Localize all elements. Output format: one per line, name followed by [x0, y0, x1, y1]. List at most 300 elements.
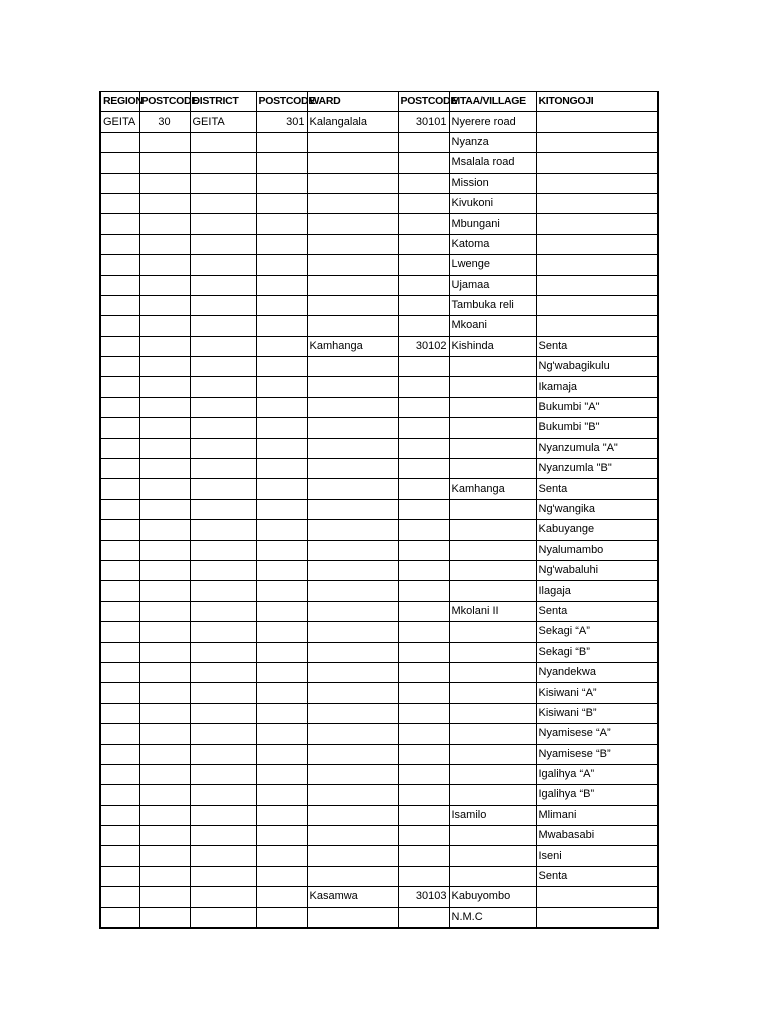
header-ward-postcode: POSTCODE	[398, 92, 449, 112]
table-row	[100, 540, 658, 560]
cell-region-postcode	[139, 499, 190, 519]
table-row	[100, 887, 658, 907]
table-row	[100, 764, 658, 784]
cell-ward	[307, 683, 398, 703]
cell-district-postcode	[256, 479, 307, 499]
cell-kitongoji	[536, 275, 658, 295]
cell-region	[100, 622, 139, 642]
cell-region-postcode	[139, 255, 190, 275]
table-row	[100, 907, 658, 928]
table-row	[100, 316, 658, 336]
cell-district	[190, 540, 256, 560]
cell-district	[190, 642, 256, 662]
cell-village: Mkoani	[449, 316, 536, 336]
cell-region-postcode	[139, 724, 190, 744]
cell-district	[190, 275, 256, 295]
cell-ward	[307, 479, 398, 499]
table-row	[100, 703, 658, 723]
header-district: DISTRICT	[190, 92, 256, 112]
cell-ward-postcode	[398, 255, 449, 275]
cell-region-postcode	[139, 683, 190, 703]
cell-kitongoji: Ng'wabaluhi	[536, 560, 658, 580]
cell-village: N.M.C	[449, 907, 536, 928]
cell-village	[449, 703, 536, 723]
cell-region	[100, 316, 139, 336]
cell-village: Nyerere road	[449, 112, 536, 132]
cell-village: Kamhanga	[449, 479, 536, 499]
cell-village	[449, 744, 536, 764]
cell-region	[100, 826, 139, 846]
cell-district	[190, 479, 256, 499]
cell-ward	[307, 805, 398, 825]
cell-region	[100, 173, 139, 193]
cell-ward-postcode: 30102	[398, 336, 449, 356]
cell-village	[449, 826, 536, 846]
table-row	[100, 642, 658, 662]
cell-region-postcode	[139, 214, 190, 234]
table-row	[100, 357, 658, 377]
cell-region	[100, 703, 139, 723]
cell-district	[190, 173, 256, 193]
cell-kitongoji: Senta	[536, 479, 658, 499]
cell-ward-postcode	[398, 418, 449, 438]
cell-ward	[307, 214, 398, 234]
cell-district	[190, 826, 256, 846]
cell-region-postcode	[139, 846, 190, 866]
cell-ward-postcode	[398, 560, 449, 580]
cell-district	[190, 887, 256, 907]
cell-district-postcode	[256, 377, 307, 397]
cell-district-postcode	[256, 214, 307, 234]
cell-region	[100, 560, 139, 580]
cell-region-postcode	[139, 520, 190, 540]
cell-ward	[307, 540, 398, 560]
cell-kitongoji: Ng'wangika	[536, 499, 658, 519]
cell-region-postcode	[139, 642, 190, 662]
cell-kitongoji: Ikamaja	[536, 377, 658, 397]
cell-district-postcode	[256, 193, 307, 213]
cell-village	[449, 662, 536, 682]
cell-district-postcode: 301	[256, 112, 307, 132]
cell-district	[190, 459, 256, 479]
cell-kitongoji	[536, 112, 658, 132]
cell-ward	[307, 560, 398, 580]
cell-ward	[307, 438, 398, 458]
cell-region-postcode	[139, 173, 190, 193]
cell-region-postcode	[139, 438, 190, 458]
cell-village: Msalala road	[449, 153, 536, 173]
cell-village	[449, 520, 536, 540]
cell-ward-postcode	[398, 275, 449, 295]
cell-region-postcode	[139, 377, 190, 397]
table-row	[100, 234, 658, 254]
spreadsheet-page	[99, 91, 659, 929]
cell-village	[449, 377, 536, 397]
cell-district-postcode	[256, 703, 307, 723]
cell-district-postcode	[256, 540, 307, 560]
table-row	[100, 785, 658, 805]
cell-district	[190, 622, 256, 642]
cell-ward-postcode	[398, 622, 449, 642]
header-region-postcode: POSTCODE	[139, 92, 190, 112]
cell-region	[100, 846, 139, 866]
cell-kitongoji	[536, 214, 658, 234]
cell-region	[100, 683, 139, 703]
cell-region-postcode	[139, 744, 190, 764]
cell-region	[100, 642, 139, 662]
cell-kitongoji	[536, 193, 658, 213]
cell-district	[190, 316, 256, 336]
cell-kitongoji: Mlimani	[536, 805, 658, 825]
table-row	[100, 193, 658, 213]
cell-region	[100, 132, 139, 152]
cell-district-postcode	[256, 826, 307, 846]
cell-ward-postcode	[398, 153, 449, 173]
cell-district-postcode	[256, 907, 307, 928]
cell-village: Kabuyombo	[449, 887, 536, 907]
cell-region	[100, 193, 139, 213]
header-district-postcode: POSTCODE	[256, 92, 307, 112]
cell-kitongoji: Iseni	[536, 846, 658, 866]
cell-village	[449, 642, 536, 662]
cell-ward: Kamhanga	[307, 336, 398, 356]
cell-region	[100, 744, 139, 764]
cell-ward	[307, 662, 398, 682]
cell-district-postcode	[256, 744, 307, 764]
cell-district: GEITA	[190, 112, 256, 132]
cell-village	[449, 560, 536, 580]
cell-district-postcode	[256, 520, 307, 540]
cell-district	[190, 785, 256, 805]
cell-kitongoji	[536, 153, 658, 173]
cell-district-postcode	[256, 642, 307, 662]
cell-kitongoji: Senta	[536, 866, 658, 886]
cell-ward-postcode	[398, 397, 449, 417]
cell-village: Mkolani II	[449, 601, 536, 621]
table-row	[100, 112, 658, 132]
cell-ward-postcode: 30101	[398, 112, 449, 132]
cell-region-postcode	[139, 560, 190, 580]
cell-region	[100, 255, 139, 275]
cell-region-postcode	[139, 764, 190, 784]
cell-district	[190, 193, 256, 213]
table-row	[100, 499, 658, 519]
cell-district	[190, 132, 256, 152]
cell-district	[190, 683, 256, 703]
table-row	[100, 744, 658, 764]
cell-region-postcode	[139, 336, 190, 356]
cell-kitongoji	[536, 255, 658, 275]
cell-village	[449, 764, 536, 784]
cell-district	[190, 744, 256, 764]
cell-village: Isamilo	[449, 805, 536, 825]
cell-district-postcode	[256, 132, 307, 152]
cell-region-postcode	[139, 826, 190, 846]
cell-district-postcode	[256, 499, 307, 519]
cell-region	[100, 438, 139, 458]
cell-district-postcode	[256, 805, 307, 825]
cell-ward-postcode: 30103	[398, 887, 449, 907]
cell-ward	[307, 785, 398, 805]
cell-village: Katoma	[449, 234, 536, 254]
cell-district-postcode	[256, 887, 307, 907]
cell-district-postcode	[256, 866, 307, 886]
cell-ward	[307, 907, 398, 928]
cell-kitongoji: Igalihya “A”	[536, 764, 658, 784]
cell-kitongoji: Igalihya “B”	[536, 785, 658, 805]
cell-kitongoji: Kisiwani “B”	[536, 703, 658, 723]
cell-ward-postcode	[398, 744, 449, 764]
cell-kitongoji: Nyandekwa	[536, 662, 658, 682]
cell-village: Kishinda	[449, 336, 536, 356]
table-row	[100, 622, 658, 642]
cell-village	[449, 499, 536, 519]
cell-region-postcode	[139, 459, 190, 479]
cell-kitongoji: Bukumbi "A"	[536, 397, 658, 417]
cell-region-postcode	[139, 153, 190, 173]
cell-ward	[307, 295, 398, 315]
table-row	[100, 826, 658, 846]
table-row	[100, 662, 658, 682]
cell-district-postcode	[256, 234, 307, 254]
cell-village: Kivukoni	[449, 193, 536, 213]
cell-district-postcode	[256, 418, 307, 438]
cell-village	[449, 683, 536, 703]
cell-region	[100, 214, 139, 234]
cell-ward-postcode	[398, 724, 449, 744]
cell-region-postcode	[139, 785, 190, 805]
cell-region	[100, 336, 139, 356]
cell-ward	[307, 601, 398, 621]
cell-district-postcode	[256, 438, 307, 458]
cell-ward: Kalangalala	[307, 112, 398, 132]
cell-ward-postcode	[398, 846, 449, 866]
cell-kitongoji: Nyanzumla "B"	[536, 459, 658, 479]
cell-kitongoji: Nyamisese “A”	[536, 724, 658, 744]
cell-district-postcode	[256, 275, 307, 295]
cell-ward-postcode	[398, 907, 449, 928]
cell-ward-postcode	[398, 662, 449, 682]
cell-district-postcode	[256, 601, 307, 621]
cell-kitongoji: Kisiwani “A”	[536, 683, 658, 703]
cell-region-postcode	[139, 540, 190, 560]
cell-ward	[307, 866, 398, 886]
cell-ward	[307, 724, 398, 744]
cell-ward-postcode	[398, 826, 449, 846]
cell-ward-postcode	[398, 132, 449, 152]
cell-region-postcode	[139, 193, 190, 213]
cell-kitongoji: Senta	[536, 601, 658, 621]
cell-region	[100, 866, 139, 886]
cell-ward-postcode	[398, 479, 449, 499]
cell-district-postcode	[256, 560, 307, 580]
cell-region-postcode	[139, 316, 190, 336]
cell-district-postcode	[256, 622, 307, 642]
cell-district-postcode	[256, 846, 307, 866]
cell-village	[449, 622, 536, 642]
cell-region-postcode	[139, 275, 190, 295]
cell-region	[100, 377, 139, 397]
cell-ward-postcode	[398, 520, 449, 540]
cell-ward-postcode	[398, 295, 449, 315]
cell-district-postcode	[256, 336, 307, 356]
cell-district-postcode	[256, 785, 307, 805]
cell-ward	[307, 397, 398, 417]
cell-kitongoji	[536, 295, 658, 315]
cell-kitongoji	[536, 887, 658, 907]
table-row	[100, 560, 658, 580]
cell-kitongoji: Nyamisese “B”	[536, 744, 658, 764]
header-village: MTAA/VILLAGE	[449, 92, 536, 112]
cell-village	[449, 418, 536, 438]
cell-district-postcode	[256, 662, 307, 682]
cell-region-postcode	[139, 357, 190, 377]
cell-region	[100, 418, 139, 438]
cell-ward: Kasamwa	[307, 887, 398, 907]
cell-ward-postcode	[398, 193, 449, 213]
cell-ward-postcode	[398, 642, 449, 662]
cell-region	[100, 275, 139, 295]
cell-kitongoji: Sekagi “B”	[536, 642, 658, 662]
table-row	[100, 132, 658, 152]
cell-region	[100, 499, 139, 519]
cell-ward	[307, 275, 398, 295]
cell-district	[190, 846, 256, 866]
cell-region-postcode	[139, 805, 190, 825]
cell-district-postcode	[256, 153, 307, 173]
cell-region-postcode	[139, 622, 190, 642]
header-kitongoji: KITONGOJI	[536, 92, 658, 112]
cell-ward	[307, 499, 398, 519]
cell-kitongoji	[536, 173, 658, 193]
table-row	[100, 846, 658, 866]
cell-ward-postcode	[398, 438, 449, 458]
cell-ward	[307, 193, 398, 213]
cell-village	[449, 724, 536, 744]
cell-ward-postcode	[398, 316, 449, 336]
cell-region-postcode	[139, 234, 190, 254]
cell-kitongoji: Mwabasabi	[536, 826, 658, 846]
cell-ward	[307, 173, 398, 193]
table-row	[100, 724, 658, 744]
cell-village	[449, 866, 536, 886]
cell-village: Mbungani	[449, 214, 536, 234]
table-body	[100, 112, 658, 928]
cell-district	[190, 724, 256, 744]
cell-village	[449, 846, 536, 866]
cell-village: Mission	[449, 173, 536, 193]
cell-district-postcode	[256, 173, 307, 193]
cell-ward-postcode	[398, 173, 449, 193]
postcode-table	[99, 91, 659, 929]
cell-village	[449, 785, 536, 805]
cell-ward	[307, 357, 398, 377]
cell-region	[100, 520, 139, 540]
cell-village	[449, 540, 536, 560]
cell-region	[100, 540, 139, 560]
table-row	[100, 418, 658, 438]
cell-kitongoji: Bukumbi "B"	[536, 418, 658, 438]
cell-kitongoji: Nyalumambo	[536, 540, 658, 560]
cell-district	[190, 581, 256, 601]
cell-district	[190, 214, 256, 234]
cell-region: GEITA	[100, 112, 139, 132]
cell-district	[190, 336, 256, 356]
cell-ward-postcode	[398, 764, 449, 784]
cell-village	[449, 357, 536, 377]
cell-village	[449, 459, 536, 479]
table-row	[100, 438, 658, 458]
cell-kitongoji	[536, 907, 658, 928]
table-row	[100, 866, 658, 886]
cell-ward-postcode	[398, 805, 449, 825]
cell-village: Nyanza	[449, 132, 536, 152]
cell-ward	[307, 744, 398, 764]
cell-region	[100, 724, 139, 744]
cell-district	[190, 295, 256, 315]
cell-ward	[307, 132, 398, 152]
cell-district-postcode	[256, 295, 307, 315]
cell-ward-postcode	[398, 703, 449, 723]
cell-district-postcode	[256, 255, 307, 275]
cell-region	[100, 805, 139, 825]
cell-region-postcode	[139, 703, 190, 723]
table-row	[100, 153, 658, 173]
table-row	[100, 336, 658, 356]
cell-district-postcode	[256, 683, 307, 703]
cell-kitongoji: Sekagi “A”	[536, 622, 658, 642]
cell-region	[100, 295, 139, 315]
cell-ward-postcode	[398, 601, 449, 621]
cell-region	[100, 153, 139, 173]
cell-village	[449, 438, 536, 458]
cell-region	[100, 764, 139, 784]
cell-district	[190, 153, 256, 173]
cell-ward	[307, 703, 398, 723]
table-row	[100, 601, 658, 621]
cell-district	[190, 601, 256, 621]
table-row	[100, 275, 658, 295]
cell-region	[100, 234, 139, 254]
cell-region-postcode	[139, 907, 190, 928]
cell-district	[190, 520, 256, 540]
cell-district	[190, 764, 256, 784]
cell-district	[190, 703, 256, 723]
cell-region	[100, 581, 139, 601]
cell-ward-postcode	[398, 683, 449, 703]
cell-ward	[307, 316, 398, 336]
cell-region-postcode: 30	[139, 112, 190, 132]
table-row	[100, 459, 658, 479]
cell-kitongoji	[536, 234, 658, 254]
cell-district	[190, 499, 256, 519]
cell-kitongoji	[536, 316, 658, 336]
cell-district	[190, 377, 256, 397]
cell-region-postcode	[139, 662, 190, 682]
table-row	[100, 520, 658, 540]
cell-ward	[307, 255, 398, 275]
cell-kitongoji: Ilagaja	[536, 581, 658, 601]
cell-region-postcode	[139, 295, 190, 315]
cell-village: Lwenge	[449, 255, 536, 275]
table-row	[100, 805, 658, 825]
cell-village	[449, 581, 536, 601]
cell-region	[100, 601, 139, 621]
cell-district-postcode	[256, 397, 307, 417]
cell-district	[190, 560, 256, 580]
header-region: REGION	[100, 92, 139, 112]
cell-ward-postcode	[398, 499, 449, 519]
